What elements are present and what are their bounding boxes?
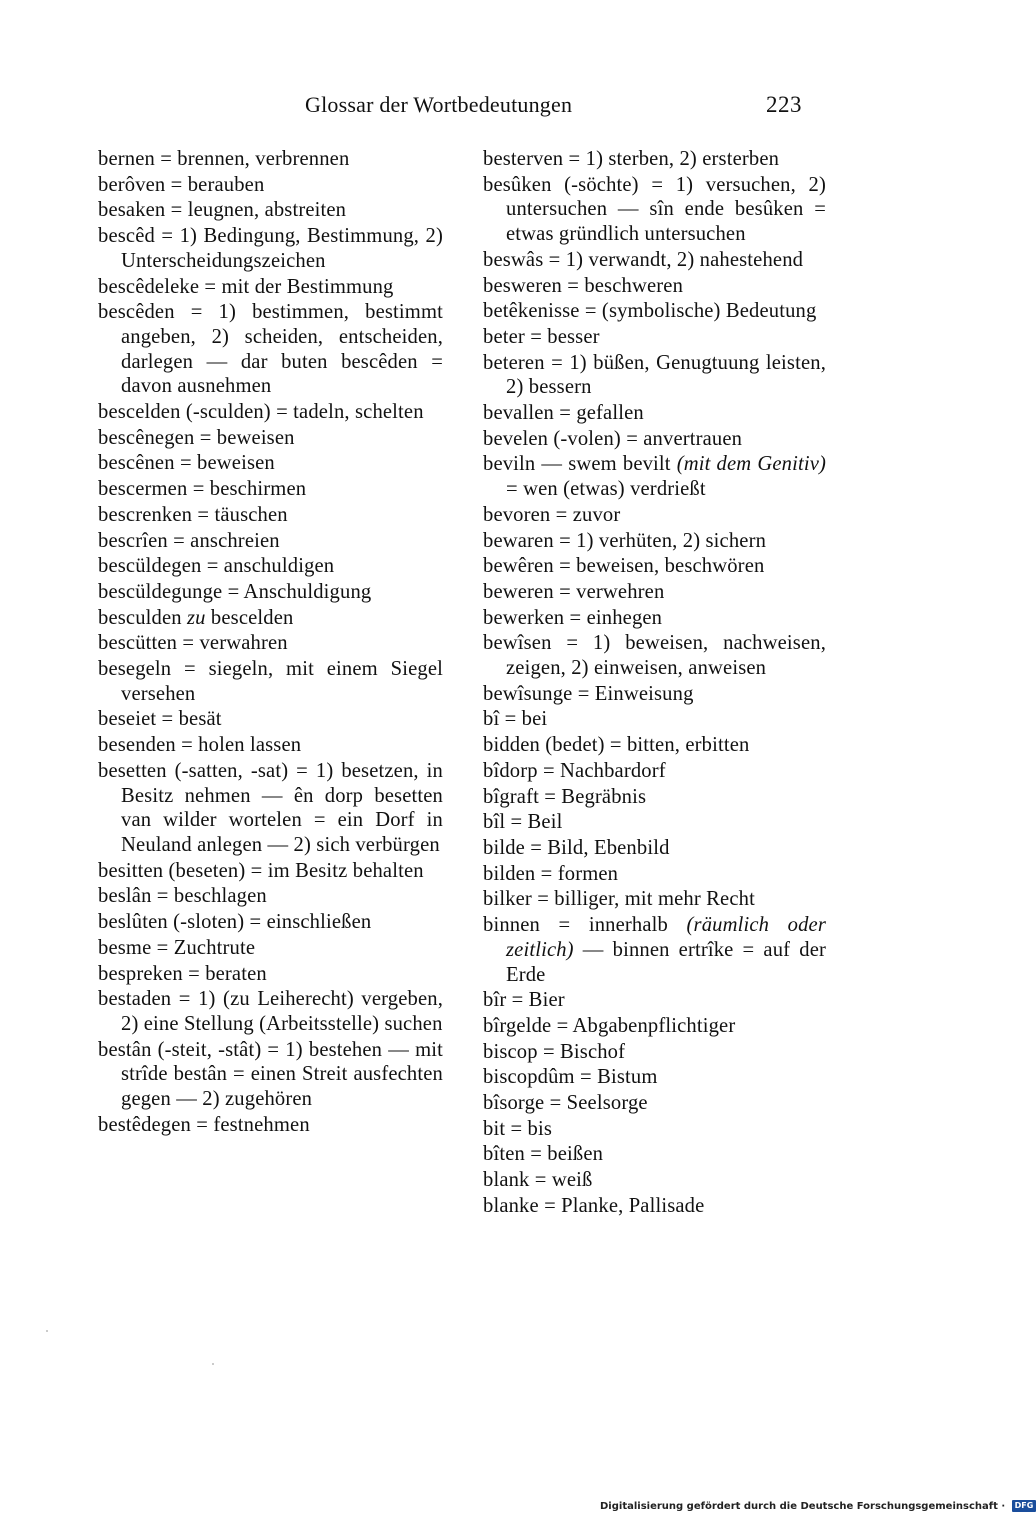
glossary-entry: bewerken = einhegen [483,606,663,629]
glossary-entry: blank = weiß [483,1169,593,1192]
glossary-entry: besterven = 1) sterben, 2) ersterben [483,148,780,170]
glossary-entry: besûken (-söchte) = 1) versuchen, 2) untersuchen — sîn ende besûken = etwas gründlich untersuchen [483,173,826,246]
glossary-entry: bestêdegen = festnehmen [98,1113,310,1136]
glossary-entry-italic-note: (räumlich oder zeitlich) [506,914,826,961]
glossary-entry: bevallen = gefallen [483,402,644,425]
glossary-entry: bit = bis [483,1117,553,1140]
glossary-entry: bestaden = 1) (zu Leiherecht) vergeben, 2) eine Stellung (Arbeitsstelle) suchen [98,988,443,1035]
glossary-entry: besculden zu bescelden [98,606,294,629]
glossary-entry: bescrenken = täuschen [98,503,288,526]
page-number: 223 [766,92,802,117]
digitization-credit [600,1499,1034,1515]
glossary-entry: besitten (beseten) = im Besitz behalten [98,859,424,882]
glossary-entry: binnen = innerhalb (räumlich oder zeitlich) — binnen ertrîke = auf der Erde [483,914,826,986]
glossary-entry: bilden = formen [483,862,619,885]
glossary-entry: besaken = leugnen, abstreiten [98,199,347,222]
glossary-entry: bescüldegen = anschuldigen [98,555,335,578]
digitization-credit-text: Digitalisierung gefördert durch die Deutsche Forschungsgemeinschaft · [600,1501,1006,1512]
glossary-entry: betêkenisse = (symbolische) Bedeutung [483,300,817,323]
glossary-entry: bilker = billiger, mit mehr Recht [483,888,755,911]
glossary-entry: bîl = Beil [483,811,563,834]
glossary-entry: bîten = beißen [483,1143,604,1166]
glossary-entry: bevoren = zuvor [483,503,621,526]
glossary-entry: besweren = beschweren [483,274,684,297]
glossary-entry: bescênen = beweisen [98,452,275,475]
glossary-column-right [483,147,826,1220]
glossary-entry: bestân (-steit, -stât) = 1) bestehen — mit strîde bestân = einen Streit ausfechten gegen — 2) zugehören [98,1038,443,1111]
glossary-entry: bewêren = beweisen, beschwören [483,555,765,578]
dfg-logo: DFG [1012,1500,1036,1512]
glossary-entry: bescermen = beschirmen [98,478,307,501]
glossary-entry: beteren = 1) büßen, Genugtuung leisten, 2) bessern [483,351,826,399]
glossary-entry: beslûten (-sloten) = einschließen [98,911,372,934]
glossary-entry: bîgraft = Begräbnis [483,785,647,808]
glossary-entry: bescütten = verwahren [98,632,288,655]
glossary-entry: beswâs = 1) verwandt, 2) nahestehend [483,248,804,271]
glossary-entry: bescêden = 1) bestimmen, bestimmt angeben, 2) scheiden, entscheiden, darlegen — dar buten bescêden = davon ausnehmen [98,301,443,398]
glossary-entry: bescrîen = anschreien [98,529,280,552]
glossary-entry: beviln — swem bevilt (mit dem Genitiv) = wen (etwas) verdrießt [483,453,826,501]
scan-speck [212,1363,214,1365]
glossary-entry: bî = bei [483,708,548,731]
glossary-entry: bîr = Bier [483,989,565,1012]
glossary-entry: bîdorp = Nachbardorf [483,759,666,782]
glossary-entry: bilde = Bild, Ebenbild [483,836,670,859]
glossary-entry: besetten (-satten, -sat) = 1) besetzen, in Besitz nehmen — ên dorp besetten van wilder wortelen = ein Dorf in Neuland anlegen — 2) sich verbürgen [98,759,443,856]
glossary-entry: beslân = beschlagen [98,885,267,908]
glossary-entry: bescênegen = beweisen [98,426,295,449]
glossary-entry: bescüldegunge = Anschuldigung [98,580,372,603]
glossary-entry: bespreken = beraten [98,962,267,985]
glossary-entry: berôven = berauben [98,173,265,196]
glossary-entry: beter = besser [483,325,600,348]
scan-speck [46,1330,48,1332]
glossary-entry: bescelden (-sculden) = tadeln, schelten [98,401,424,424]
glossary-entry: bîsorge = Seelsorge [483,1092,648,1115]
glossary-entry-italic-note: zu [187,606,206,629]
glossary-entry-italic-note: (mit dem Genitiv) [676,453,826,476]
glossary-entry: besme = Zuchtrute [98,936,256,959]
glossary-entry: biscop = Bischof [483,1040,626,1063]
glossary-entry: bernen = brennen, verbrennen [98,148,350,170]
glossary-entry: beweren = verwehren [483,580,665,603]
running-head-title: Glossar der Wortbedeutungen [305,92,573,117]
glossary-entry: blanke = Planke, Pallisade [483,1194,705,1217]
glossary-column-left [98,147,443,1138]
glossary-entry: bewîsen = 1) beweisen, nachweisen, zeigen, 2) einweisen, anweisen [483,632,826,680]
glossary-entry: bîrgelde = Abgabenpflichtiger [483,1014,736,1037]
glossary-entry: bescêd = 1) Bedingung, Bestimmung, 2) Unterscheidungszeichen [98,225,443,272]
glossary-entry: bewaren = 1) verhüten, 2) sichern [483,529,767,552]
glossary-entry: besegeln = siegeln, mit einem Siegel versehen [98,658,443,705]
glossary-entry: bescêdeleke = mit der Bestimmung [98,275,394,298]
glossary-entry: besenden = holen lassen [98,734,302,757]
glossary-entry: bidden (bedet) = bitten, erbitten [483,734,750,757]
glossary-entry: beseiet = besät [98,708,222,731]
glossary-entry: bevelen (-volen) = anvertrauen [483,427,743,450]
glossary-entry: biscopdûm = Bistum [483,1066,658,1089]
glossary-entry: bewîsunge = Einweisung [483,682,694,705]
